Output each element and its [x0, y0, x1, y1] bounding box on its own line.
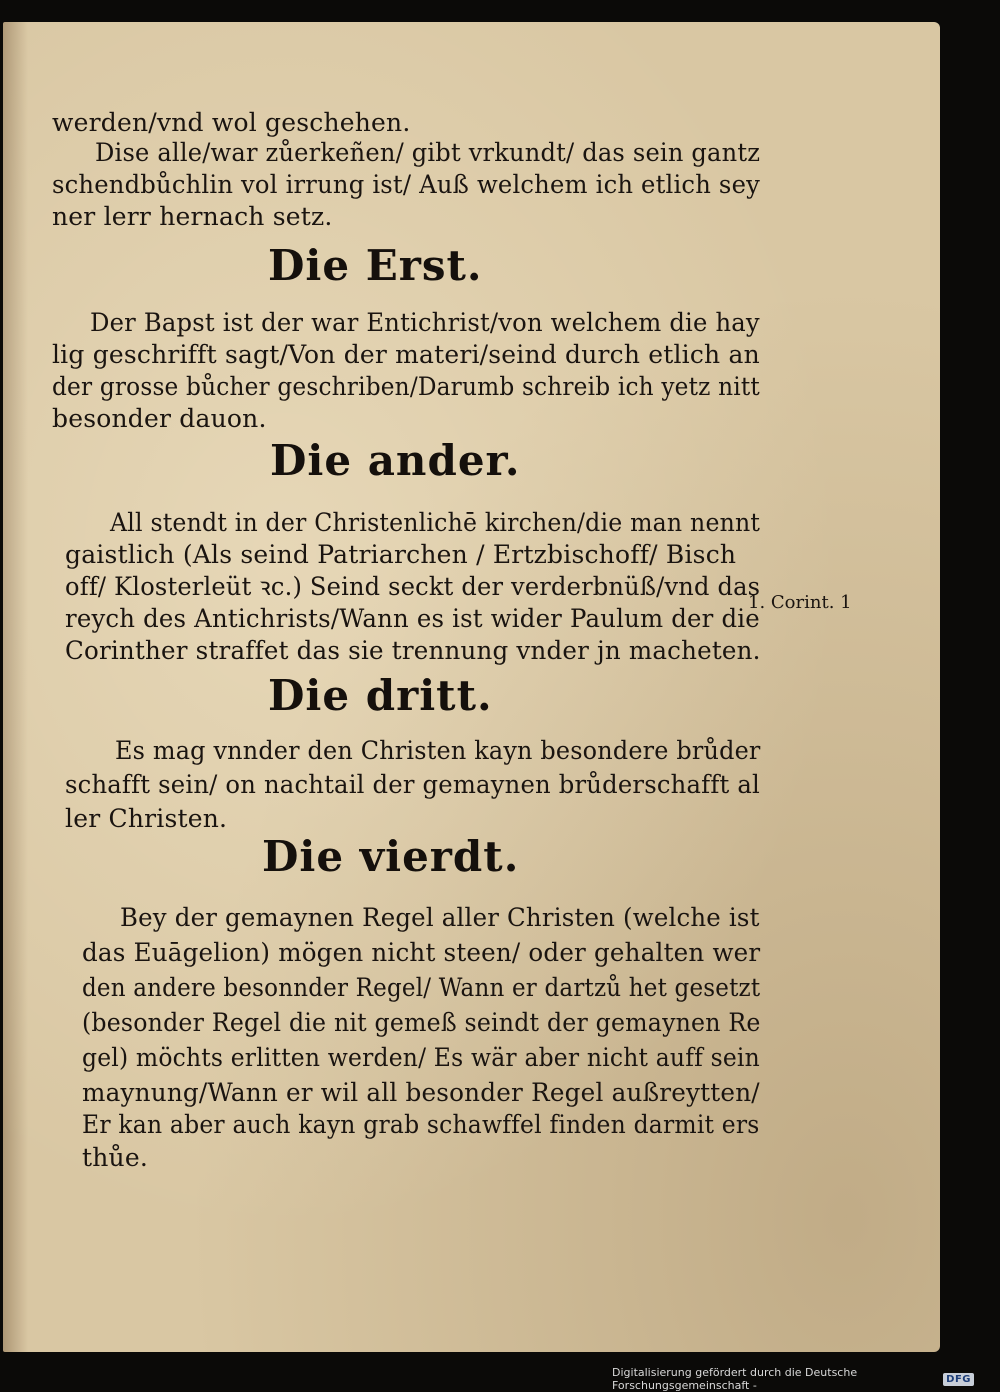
text-line: ler Christen. [65, 804, 228, 833]
text-line: (besonder Regel die nit gemeß seindt der gemaynen Re [82, 1008, 761, 1037]
text-line: reych des Antichrists/Wann es ist wider Paulum der die [65, 604, 760, 633]
text-line: Dise alle/war zůerkeñen/ gibt vrkundt/ das sein gantz [95, 138, 761, 167]
text-line: ner lerr hernach setz. [52, 202, 333, 231]
text-line: All stendt in der Christenlichē kirchen/die man nennt [110, 508, 761, 537]
text-line: Es mag vnnder den Christen kayn besondere brůder [115, 736, 761, 765]
text-line: maynung/Wann er wil all besonder Regel außreytten/ [82, 1078, 760, 1107]
text-line: Corinther straffet das sie trennung vnder jn macheten. [65, 636, 761, 665]
text-line: das Euāgelion) mögen nicht steen/ oder gehalten wer [82, 938, 761, 967]
footer-credit-text: Digitalisierung gefördert durch die Deutsche Forschungsgemeinschaft - [612, 1366, 858, 1392]
text-line: Bey der gemaynen Regel aller Christen (welche ist [120, 903, 760, 932]
text-line: Er kan aber auch kayn grab schawffel finden darmit ers [82, 1110, 760, 1139]
text-line: werden/vnd wol geschehen. [52, 108, 411, 137]
text-line: gaistlich (Als seind Patriarchen / Ertzbischoff/ Bisch [65, 540, 737, 569]
section-heading: Die ander. [270, 436, 521, 485]
text-line: besonder dauon. [52, 404, 267, 433]
text-line: thůe. [82, 1143, 148, 1172]
text-line: den andere besonnder Regel/ Wann er dartzů het gesetzt [82, 973, 761, 1002]
text-line: schendbůchlin vol irrung ist/ Auß welchem ich etlich sey [52, 170, 761, 199]
text-line: lig geschrifft sagt/Von der materi/seind durch etlich an [52, 340, 760, 369]
text-line: gel) möchts erlitten werden/ Es wär aber nicht auff sein [82, 1043, 760, 1072]
text-line: schafft sein/ on nachtail der gemaynen brůderschafft al [65, 770, 760, 799]
footer-credit [612, 1366, 974, 1392]
text-line: off/ Klosterleüt ꝛc.) Seind seckt der verderbnüß/vnd das [65, 572, 761, 601]
marginal-note: 1. Corint. 1 [748, 592, 852, 613]
text-line: der grosse bůcher geschriben/Darumb schreib ich yetz nitt [52, 372, 760, 401]
section-heading: Die vierdt. [262, 832, 520, 881]
text-line: Der Bapst ist der war Entichrist/von welchem die hay [90, 308, 760, 337]
section-heading: Die Erst. [268, 241, 483, 290]
dfg-logo-icon: DFG [943, 1373, 974, 1386]
section-heading: Die dritt. [268, 671, 493, 720]
